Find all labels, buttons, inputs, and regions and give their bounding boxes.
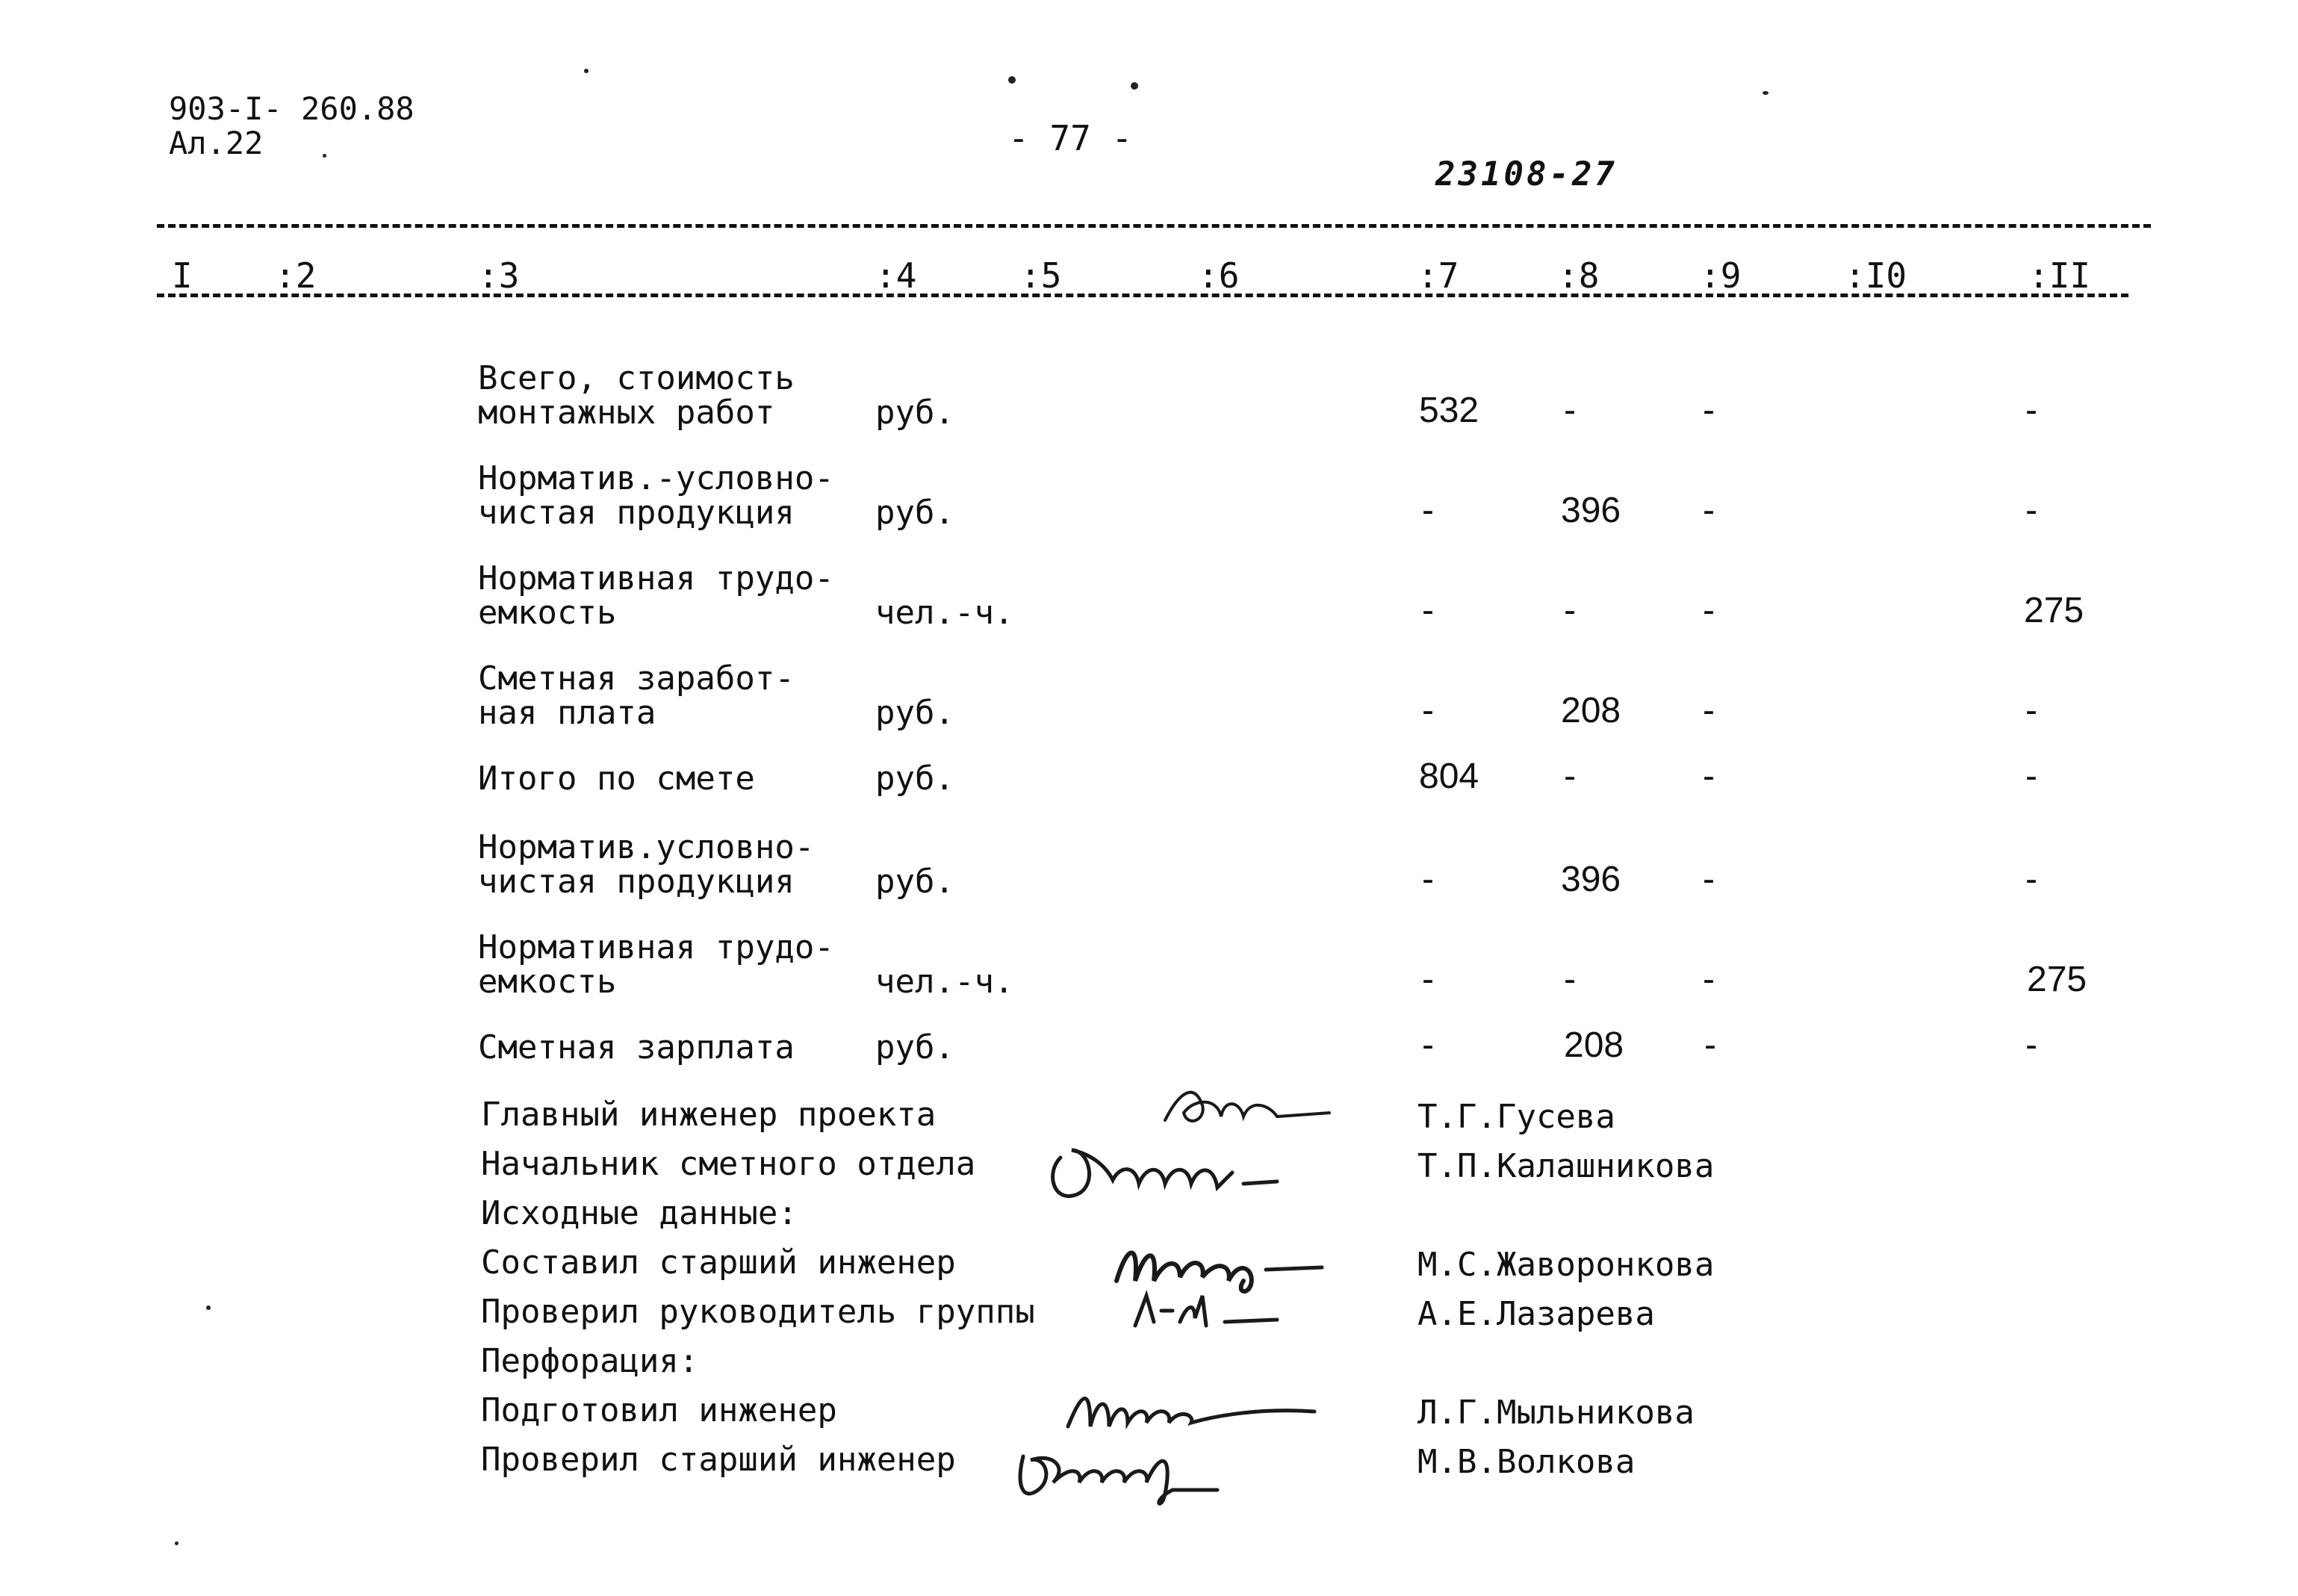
row-label-line: монтажных работ (478, 394, 775, 432)
page-number: - 77 - (1008, 118, 1133, 158)
scan-speck (584, 69, 589, 73)
row-value-col7: - (1422, 591, 1434, 630)
signature-role: Проверил руководитель группы (481, 1293, 1035, 1331)
section-heading: Перфорация: (481, 1342, 699, 1380)
signature-name: Л.Г.Мыльникова (1417, 1394, 1695, 1432)
row-value-col11: - (2025, 757, 2037, 796)
row-value-col7: - (1422, 1025, 1434, 1065)
row-value-col9: - (1703, 960, 1715, 999)
row-value-col7: 532 (1419, 391, 1479, 430)
row-value-col11: 275 (2024, 591, 2084, 630)
row-label-line: Норматив.-условно- (478, 459, 834, 497)
row-value-col11: - (2025, 391, 2037, 430)
signature-role: Подготовил инженер (481, 1391, 837, 1429)
row-value-col8: 208 (1564, 1025, 1624, 1065)
row-value-col8: - (1564, 591, 1576, 630)
row-value-col9: - (1703, 491, 1715, 530)
row-value-col7: - (1422, 491, 1434, 530)
row-label-line: Нормативная трудо- (478, 928, 834, 966)
row-value-col8: 208 (1561, 691, 1621, 730)
row-value-col9: - (1704, 1025, 1716, 1065)
row-value-col9: - (1703, 391, 1715, 430)
row-value-col7: - (1422, 860, 1434, 899)
row-label-line: Итого по смете (478, 760, 755, 798)
row-value-col9: - (1703, 691, 1715, 730)
row-value-col8: 396 (1561, 860, 1621, 899)
row-value-col9: - (1703, 591, 1715, 630)
row-label-line: Норматив.условно- (478, 828, 815, 866)
row-label-line: Сметная зарплата (478, 1028, 795, 1066)
signature-name: Т.Г.Гусева (1417, 1098, 1615, 1136)
document-code: 903-I- 260.88 (169, 90, 414, 127)
scan-speck (1131, 82, 1138, 90)
row-unit: руб. (875, 760, 954, 798)
row-label-line: ная плата (478, 694, 656, 732)
scan-speck (206, 1305, 211, 1310)
row-value-col11: - (2025, 691, 2037, 730)
row-value-col11: - (2025, 491, 2037, 530)
signature-name: А.Е.Лазарева (1417, 1295, 1655, 1333)
scan-speck (1763, 91, 1768, 95)
signature-role: Проверил старший инженер (481, 1441, 956, 1479)
column-number: I (172, 255, 193, 296)
row-value-col9: - (1703, 757, 1715, 796)
row-label-line: Сметная заработ- (478, 659, 795, 698)
column-number: :I0 (1845, 255, 1907, 296)
row-value-col9: - (1703, 860, 1715, 899)
row-value-col8: 396 (1561, 491, 1621, 530)
row-label-line: чистая продукция (478, 494, 795, 532)
signature-role: Главный инженер проекта (481, 1096, 937, 1134)
row-unit: руб. (875, 394, 954, 432)
row-label-line: емкость (478, 963, 617, 1001)
row-value-col11: - (2025, 1025, 2037, 1065)
column-number: :2 (275, 255, 317, 296)
column-number: :6 (1198, 255, 1240, 296)
handwritten-signature (1038, 1120, 1292, 1217)
row-unit: чел.-ч. (875, 594, 1014, 632)
row-label-line: Всего, стоимость (478, 359, 795, 397)
row-value-col11: - (2025, 860, 2037, 899)
row-value-col7: 804 (1419, 757, 1479, 796)
signature-name: Т.П.Калашникова (1417, 1147, 1715, 1185)
row-unit: руб. (875, 694, 954, 732)
row-value-col7: - (1422, 691, 1434, 730)
row-unit: чел.-ч. (875, 963, 1014, 1001)
header-rule-bottom (157, 294, 2128, 297)
archive-number: 23108-27 (1435, 155, 1618, 193)
column-number: :9 (1700, 255, 1742, 296)
scan-speck (175, 1541, 178, 1545)
section-heading: Исходные данные: (481, 1194, 798, 1232)
row-unit: руб. (875, 863, 954, 901)
sheet-label: Ал.22 (169, 125, 264, 161)
row-label-line: Нормативная трудо- (478, 559, 834, 597)
row-unit: руб. (875, 494, 954, 532)
row-label-line: емкость (478, 594, 617, 632)
signature-role: Начальник сметного отдела (481, 1145, 976, 1183)
row-value-col7: - (1422, 960, 1434, 999)
scan-speck (1008, 76, 1016, 84)
signature-role: Составил старший инженер (481, 1243, 956, 1282)
column-number: :II (2028, 255, 2091, 296)
handwritten-signature (1120, 1281, 1299, 1341)
row-label-line: чистая продукция (478, 863, 795, 901)
scan-speck (323, 154, 326, 158)
row-value-col11: 275 (2027, 960, 2087, 999)
column-number: :7 (1417, 255, 1459, 296)
row-unit: руб. (875, 1028, 954, 1066)
signature-name: М.В.Волкова (1417, 1443, 1636, 1481)
column-number: :5 (1020, 255, 1062, 296)
row-value-col8: - (1564, 960, 1576, 999)
header-rule-top (157, 224, 2151, 228)
column-number: :8 (1558, 255, 1600, 296)
row-value-col8: - (1564, 757, 1576, 796)
handwritten-signature (1001, 1419, 1247, 1516)
column-number: :4 (875, 255, 917, 296)
row-value-col8: - (1564, 391, 1576, 430)
column-number: :3 (478, 255, 520, 296)
signature-name: М.С.Жаворонкова (1417, 1246, 1715, 1284)
